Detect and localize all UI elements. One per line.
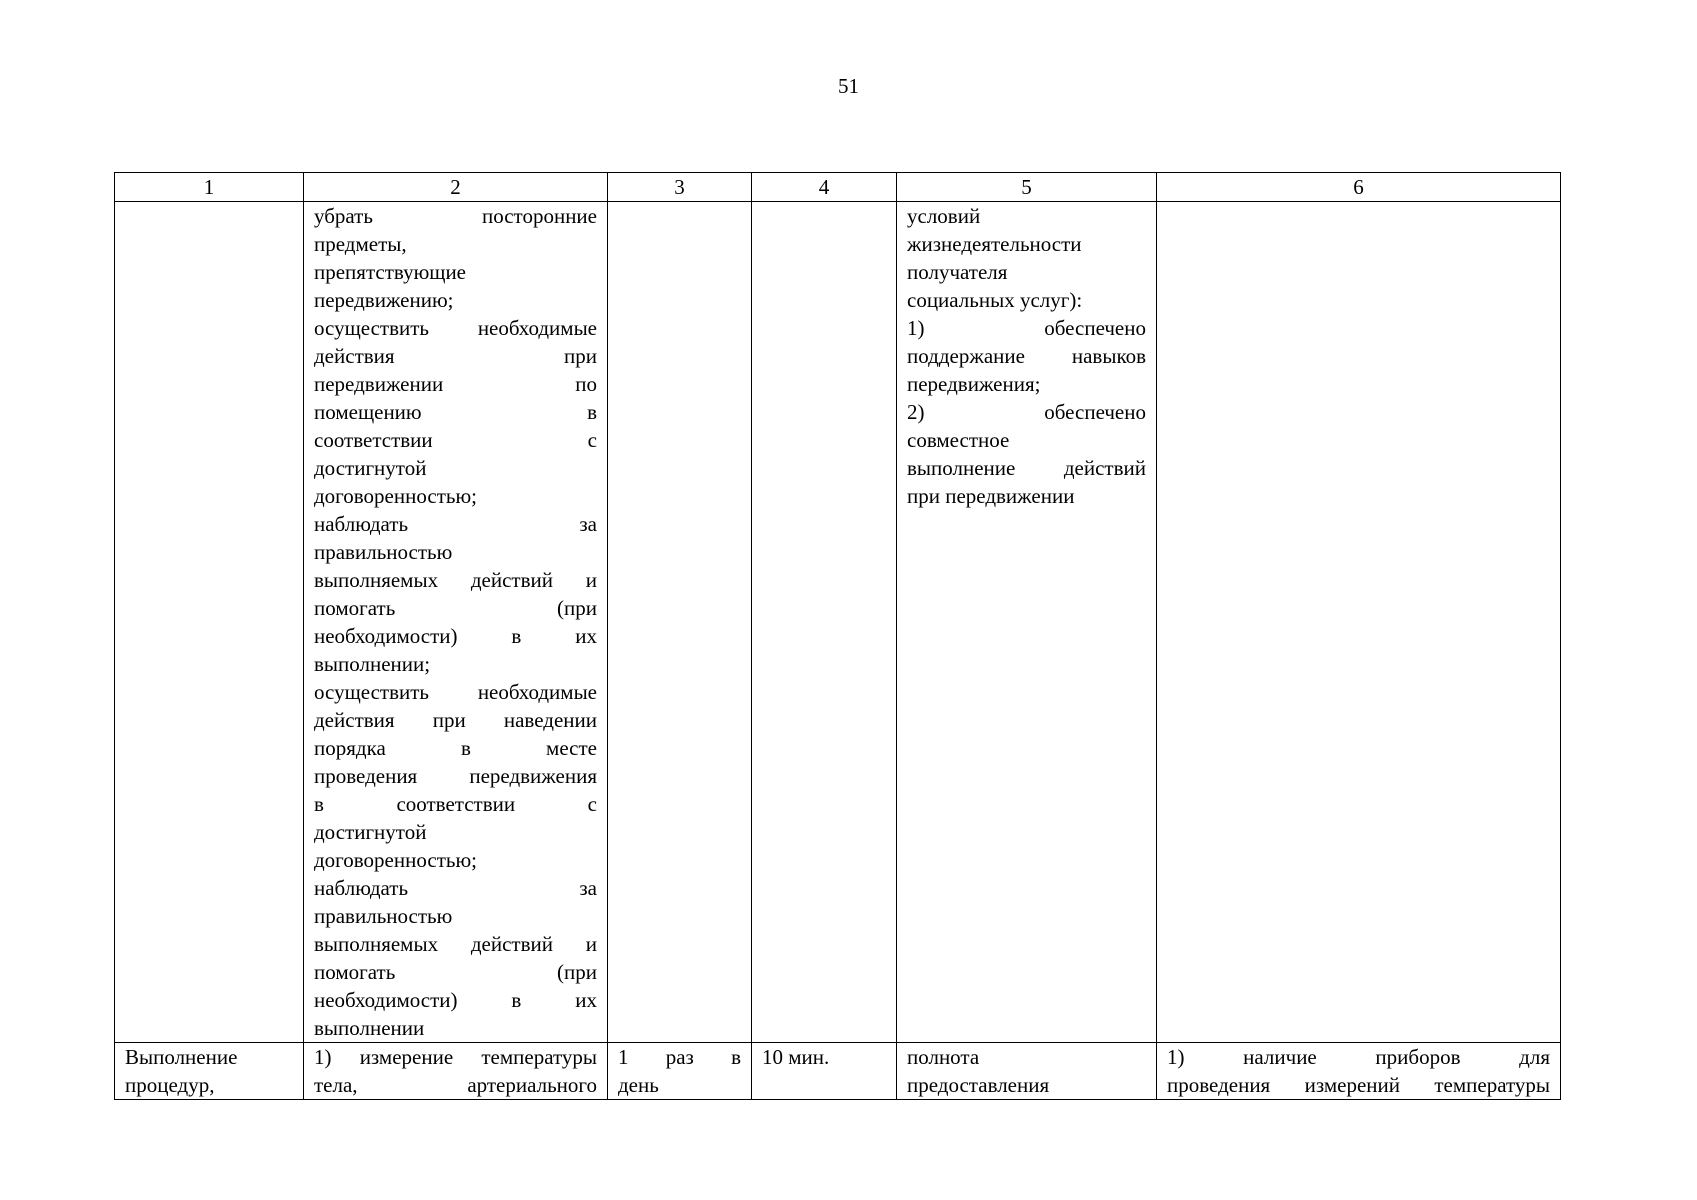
table-header-row xyxy=(115,173,1561,202)
row1-col1-cell xyxy=(115,202,304,1043)
cell-text-line: 10 мин. xyxy=(762,1045,830,1069)
cell-text-line: необходимости) в их xyxy=(314,988,597,1012)
cell-text-line: помогать (при xyxy=(314,596,597,620)
row1-col2-cell xyxy=(304,202,608,1043)
cell-text-line: наблюдать за xyxy=(314,876,597,900)
row2-col2-cell xyxy=(304,1043,608,1100)
column-header-6: 6 xyxy=(1157,173,1561,202)
cell-text-line: помещению в xyxy=(314,400,597,424)
cell-text-line: осуществить необходимые xyxy=(314,316,597,340)
row2-col1-cell xyxy=(115,1043,304,1100)
cell-text-line: передвижению; xyxy=(314,288,454,312)
row2-col3-cell xyxy=(608,1043,752,1100)
cell-text-line: передвижения; xyxy=(907,372,1041,396)
cell-text-line: осуществить необходимые xyxy=(314,680,597,704)
cell-text-line: достигнутой xyxy=(314,456,427,480)
page-number: 51 xyxy=(838,74,859,98)
cell-text-line: убрать посторонние xyxy=(314,204,597,228)
row1-col6-cell xyxy=(1157,202,1561,1043)
cell-text-line: передвижении по xyxy=(314,372,597,396)
cell-text-line: Выполнение xyxy=(125,1045,238,1069)
cell-text-line: день xyxy=(618,1073,659,1097)
cell-text-line: 1) обеспечено xyxy=(907,316,1146,340)
column-header-2: 2 xyxy=(304,173,608,202)
cell-text-line: достигнутой xyxy=(314,820,427,844)
cell-text-line: выполняемых действий и xyxy=(314,568,597,592)
table-row xyxy=(115,202,1561,1043)
cell-text-line: получателя xyxy=(907,260,1008,284)
cell-text-line: предметы, xyxy=(314,232,407,256)
cell-text-line: процедур, xyxy=(125,1073,215,1097)
cell-text-line: правильностью xyxy=(314,540,453,564)
cell-text-line: условий xyxy=(907,204,981,228)
row1-col4-cell xyxy=(752,202,897,1043)
cell-text-line: при передвижении xyxy=(907,484,1075,508)
cell-text-line: 1 раз в xyxy=(618,1045,741,1069)
cell-text-line: поддержание навыков xyxy=(907,344,1146,368)
cell-text-line: препятствующие xyxy=(314,260,467,284)
row2-col4-cell xyxy=(752,1043,897,1100)
cell-text-line: действия при наведении xyxy=(314,708,597,732)
column-header-4: 4 xyxy=(752,173,897,202)
cell-text-line: социальных услуг): xyxy=(907,288,1083,312)
table-row xyxy=(115,1043,1561,1100)
cell-text-line: порядка в месте xyxy=(314,736,597,760)
cell-text-line: соответствии с xyxy=(314,428,597,452)
cell-text-line: полнота xyxy=(907,1045,980,1069)
cell-text-line: в соответствии с xyxy=(314,792,597,816)
cell-text-line: выполнении; xyxy=(314,652,431,676)
cell-text-line: проведения измерений температуры xyxy=(1167,1073,1550,1097)
column-header-1: 1 xyxy=(115,173,304,202)
row2-col6-cell xyxy=(1157,1043,1561,1100)
cell-text-line: совместное xyxy=(907,428,1010,452)
row2-col5-cell xyxy=(897,1043,1157,1100)
cell-text-line: выполнении xyxy=(314,1016,425,1040)
cell-text-line: договоренностью; xyxy=(314,484,477,508)
cell-text-line: 2) обеспечено xyxy=(907,400,1146,424)
cell-text-line: правильностью xyxy=(314,904,453,928)
cell-text-line: помогать (при xyxy=(314,960,597,984)
cell-text-line: жизнедеятельности xyxy=(907,232,1082,256)
cell-text-line: необходимости) в их xyxy=(314,624,597,648)
cell-text-line: 1) измерение температуры xyxy=(314,1045,597,1069)
cell-text-line: 1) наличие приборов для xyxy=(1167,1045,1550,1069)
cell-text-line: проведения передвижения xyxy=(314,764,597,788)
cell-text-line: предоставления xyxy=(907,1073,1050,1097)
cell-text-line: тела, артериального xyxy=(314,1073,597,1097)
cell-text-line: действия при xyxy=(314,344,597,368)
cell-text-line: наблюдать за xyxy=(314,512,597,536)
row1-col5-cell xyxy=(897,202,1157,1043)
cell-text-line: договоренностью; xyxy=(314,848,477,872)
cell-text-line: выполнение действий xyxy=(907,456,1146,480)
services-table xyxy=(114,172,1561,1100)
cell-text-line: выполняемых действий и xyxy=(314,932,597,956)
row1-col3-cell xyxy=(608,202,752,1043)
column-header-5: 5 xyxy=(897,173,1157,202)
column-header-3: 3 xyxy=(608,173,752,202)
